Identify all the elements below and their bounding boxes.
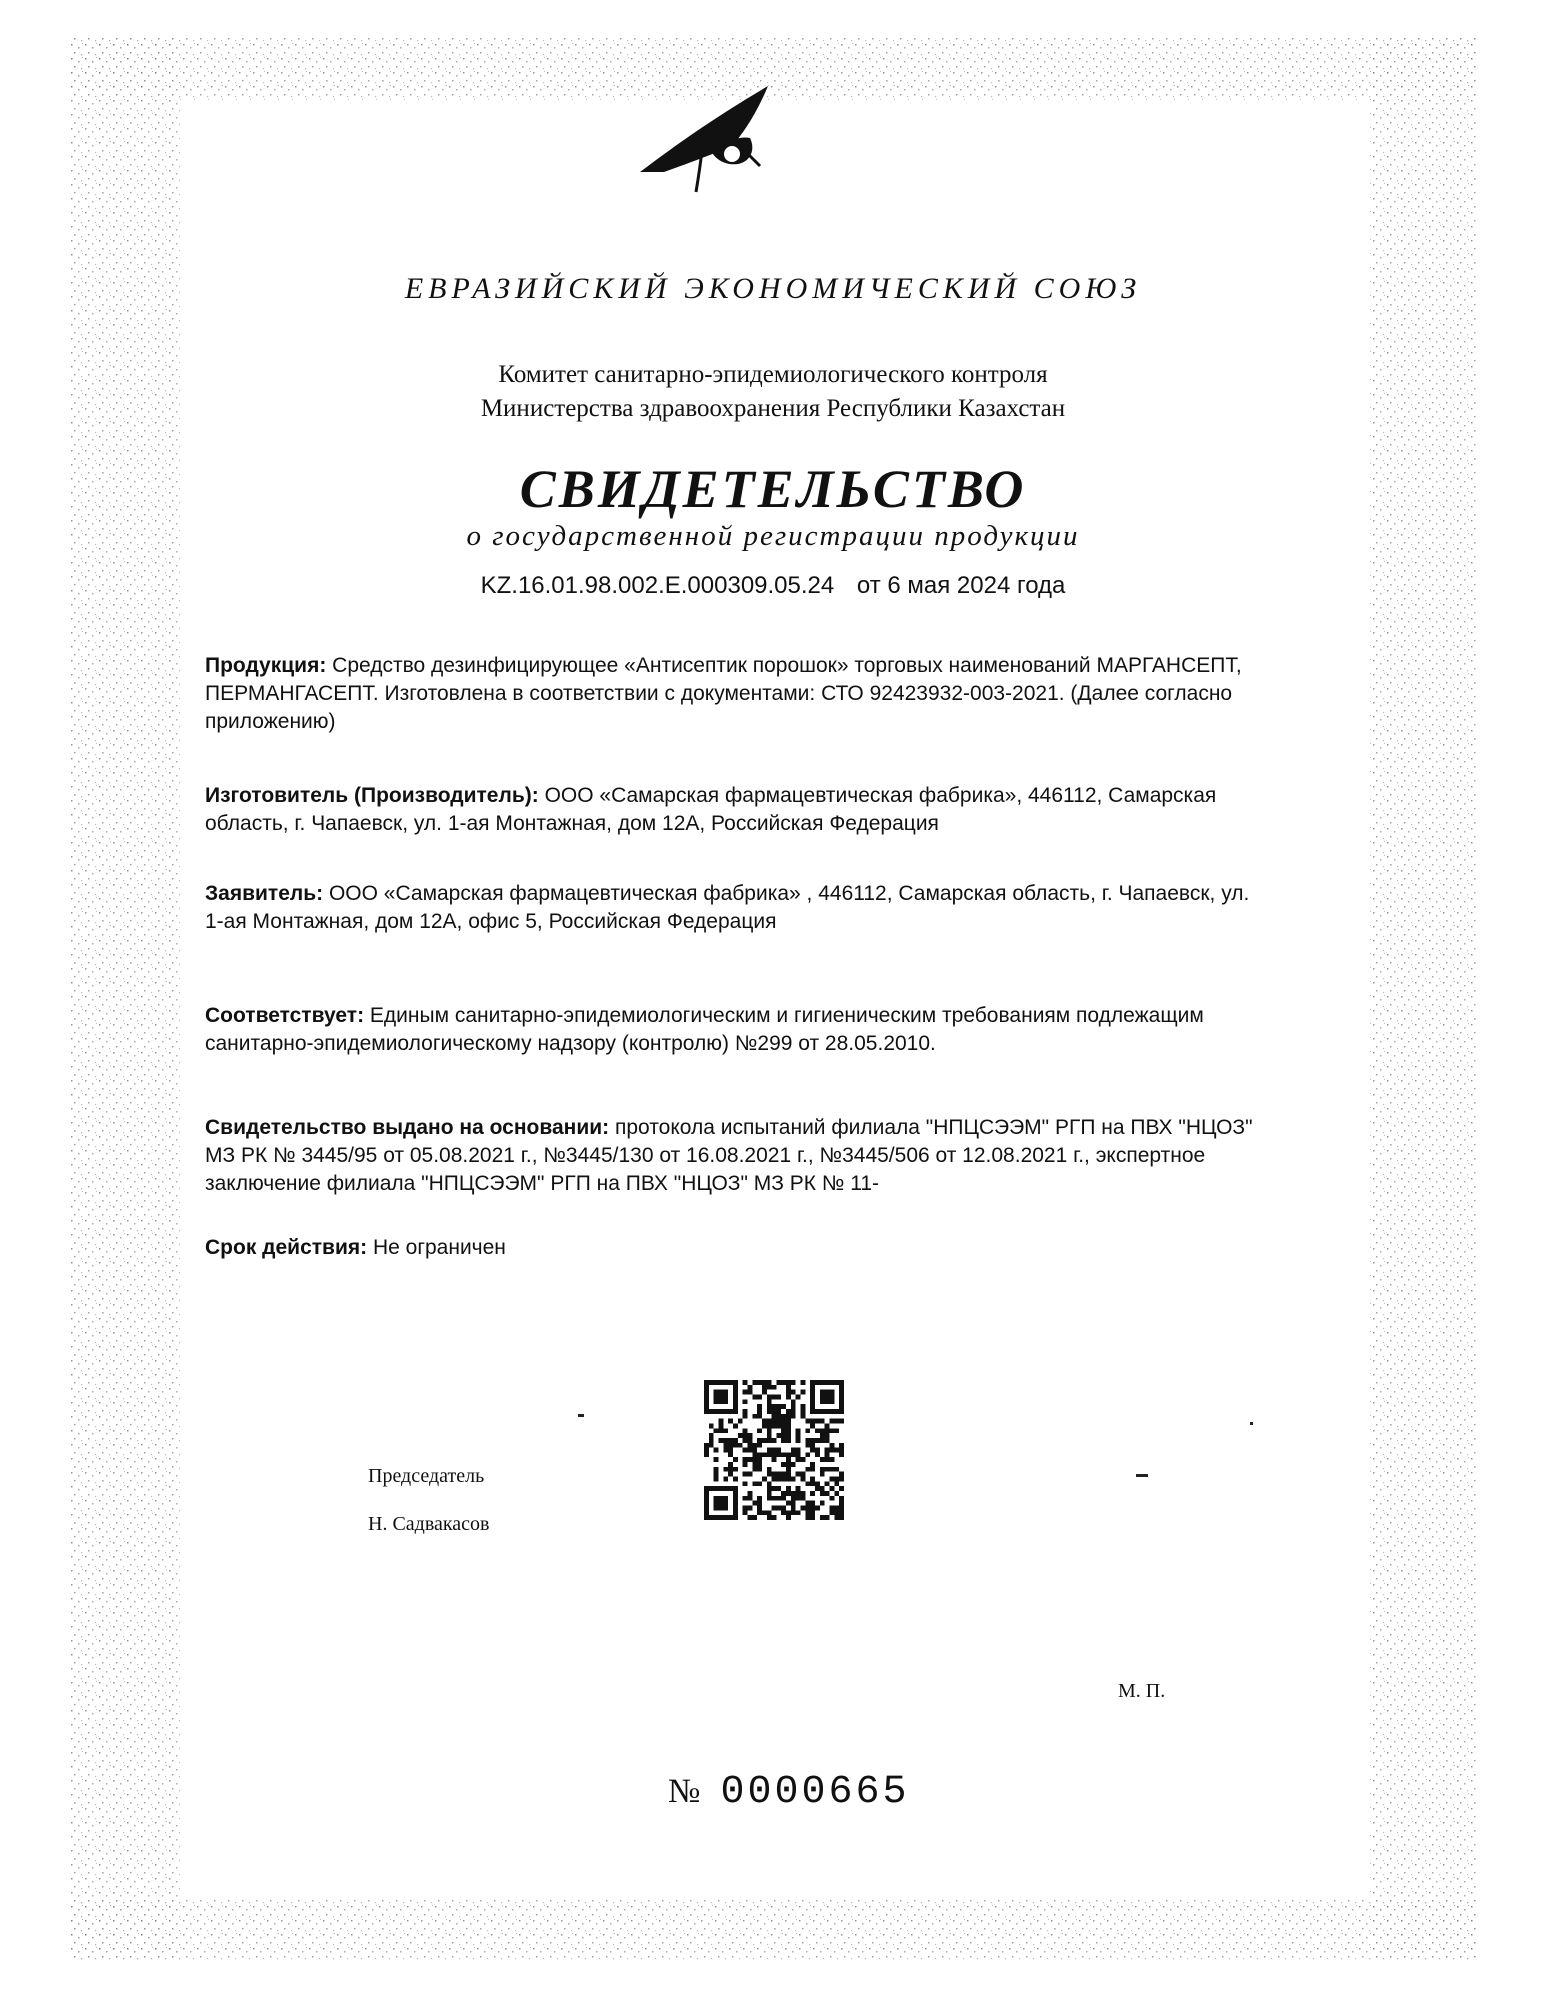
eec-bird-emblem-icon — [620, 80, 790, 200]
field-compliance — [205, 1002, 1270, 1058]
field-label: Соответствует: — [205, 1004, 365, 1027]
signature-block — [368, 1452, 490, 1548]
field-applicant — [205, 880, 1270, 936]
field-label: Изготовитель (Производитель): — [205, 784, 539, 807]
scan-mark — [1250, 1422, 1253, 1425]
stamp-place-label: М. П. — [1118, 1680, 1166, 1702]
field-text: ООО «Самарская фармацевтическая фабрика», 446112, Самарская область, г. Чапаевск, ул. 1-ая Монтажная, дом 12А, Российская Федерация — [205, 784, 1217, 835]
field-basis — [205, 1114, 1270, 1198]
chairman-title: Председатель — [368, 1465, 485, 1487]
committee-line-1: Комитет санитарно-эпидемиологического контроля — [498, 361, 1048, 388]
serial-value: 0000665 — [720, 1770, 910, 1815]
field-manufacturer — [205, 782, 1270, 838]
document-subtitle: о государственной регистрации продукции — [466, 520, 1080, 552]
field-text: Средство дезинфицирующее «Антисептик порошок» торговых наименований МАРГАНСЕПТ, ПЕРМАНГАСЕПТ. Изготовлена в соответствии с документами: СТО 92423932-003-2021. (Далее согласно приложению) — [205, 654, 1242, 733]
field-label: Срок действия: — [205, 1236, 368, 1259]
field-text: ООО «Самарская фармацевтическая фабрика» , 446112, Самарская область, г. Чапаевск, ул. 1-ая Монтажная, дом 12А, офис 5, Российская Федерация — [205, 882, 1250, 933]
union-heading: ЕВРАЗИЙСКИЙ ЭКОНОМИЧЕСКИЙ СОЮЗ — [404, 272, 1142, 305]
committee-name — [0, 358, 1546, 426]
committee-line-2: Министерства здравоохранения Республики Казахстан — [480, 395, 1066, 422]
field-text: протокола испытаний филиала "НПЦСЭЭМ" РГП на ПВХ "НЦОЗ" МЗ РК № 3445/95 от 05.08.2021 г., №3445/130 от 16.08.2021 г., №3445/506 от 12.08.2021 г., экспертное заключение филиала "НПЦСЭЭМ" РГП на ПВХ "НЦОЗ" МЗ РК № 11- — [205, 1116, 1253, 1195]
registration-date: от 6 мая 2024 года — [856, 572, 1066, 599]
document-title: СВИДЕТЕЛЬСТВО — [519, 459, 1027, 519]
chairman-name: Н. Садвакасов — [368, 1513, 490, 1535]
field-text: Единым санитарно-эпидемиологическим и гигиеническим требованиям подлежащим санитарно-эпидемиологическому надзору (контролю) №299 от 28.05.2010. — [205, 1004, 1204, 1055]
serial-number — [668, 1770, 909, 1815]
number-sign: № — [668, 1773, 701, 1810]
scan-mark — [578, 1414, 584, 1417]
field-label: Продукция: — [205, 654, 327, 677]
registration-line — [0, 572, 1546, 600]
qr-code-icon — [704, 1380, 844, 1520]
field-label: Заявитель: — [205, 882, 324, 905]
registration-number: KZ.16.01.98.002.E.000309.05.24 — [480, 572, 835, 599]
scan-mark — [1136, 1474, 1148, 1477]
field-label: Свидетельство выдано на основании: — [205, 1116, 610, 1139]
field-product — [205, 652, 1270, 736]
field-validity — [205, 1234, 1270, 1262]
field-text: Не ограничен — [372, 1236, 506, 1259]
